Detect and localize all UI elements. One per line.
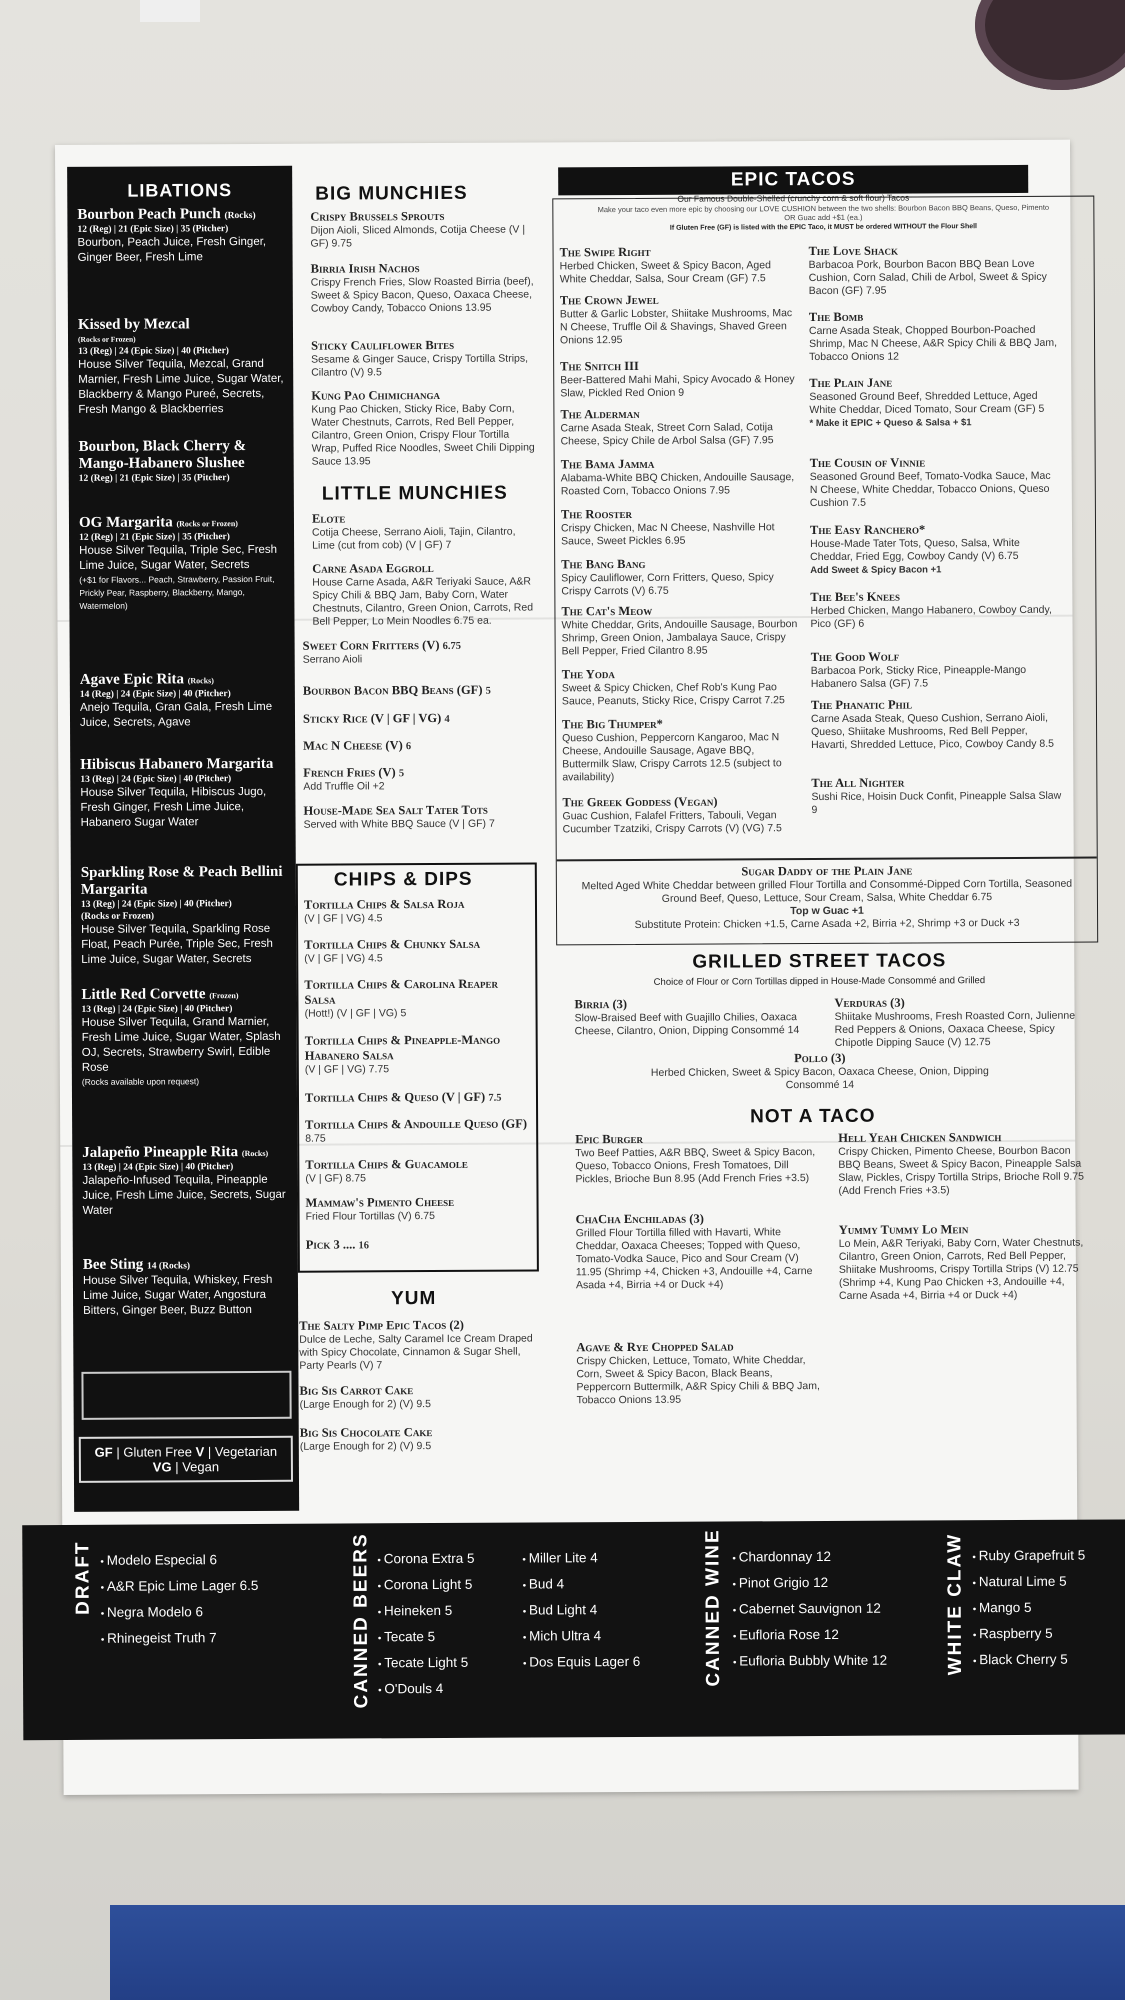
paper-scrap (140, 0, 200, 22)
menu-item (312, 560, 540, 628)
drink-item: • Chardonnay 12 (732, 1545, 886, 1572)
libation-note: (Rocks available upon request) (81, 1076, 200, 1087)
libation-price: 12 (Reg) | 21 (Epic Size) | 35 (Pitcher) (78, 473, 230, 484)
taco-item (560, 292, 800, 347)
item-price: 4 (444, 713, 450, 725)
legend-v-text: Vegetarian (214, 1443, 278, 1460)
taco-desc: Crispy Chicken, Mac N Cheese, Nashville Hot Sauce, Sweet Pickles 6.95 (560, 521, 775, 548)
menu-item (310, 208, 535, 250)
drink-item: • A&R Epic Lime Lager 6.5 (100, 1574, 258, 1601)
taco-item (560, 358, 800, 400)
yum-heading: YUM (390, 1288, 437, 1310)
item-name: Birria (3) (574, 997, 628, 1012)
white-claw-label: WHITE CLAW (944, 1532, 967, 1676)
chips-dips-box (296, 862, 539, 1272)
item-price: 5 (485, 685, 491, 697)
taco-item (811, 775, 1061, 817)
diet-legend: GF | Gluten Free V | Vegetarian VG | Vegan (79, 1436, 293, 1483)
libation-item (77, 206, 287, 266)
taco-name: The All Nighter (811, 775, 905, 791)
menu-item (303, 682, 538, 698)
libation-desc: Bourbon, Peach Juice, Fresh Ginger, Ginger Beer, Fresh Lime (77, 235, 267, 264)
item-name: Sweet Corn Fritters (V) (302, 637, 440, 653)
taco-name: The Swipe Right (559, 244, 651, 260)
taco-name: The Rooster (560, 506, 632, 522)
item-name: Mac N Cheese (V) (303, 738, 403, 753)
libation-price: 13 (Reg) | 24 (Epic Size) | 40 (Pitcher) (80, 774, 232, 785)
menu-item (303, 802, 538, 831)
libation-tag: (Rocks) (241, 1148, 269, 1159)
drink-item: • Mango 5 (973, 1596, 1086, 1623)
taco-item (560, 406, 800, 448)
epic-tacos-subheading: Our Famous Double-Shelled (crunchy corn & soft flour) Tacos (677, 192, 910, 204)
libation-item (83, 1256, 293, 1319)
libation-price: 12 (Reg) | 21 (Epic Size) | 35 (Pitcher) (77, 224, 229, 235)
libations-panel (67, 166, 299, 1512)
taco-item (811, 697, 1061, 752)
taco-name: The Bee's Knees (810, 589, 901, 605)
item-desc: (V | GF) 8.75 (305, 1172, 366, 1185)
menu-item (304, 897, 529, 926)
libation-name: Jalapeño Pineapple Rita (82, 1144, 239, 1161)
libation-item (79, 438, 289, 485)
libation-item (82, 1144, 292, 1219)
taco-item (809, 375, 1059, 430)
drink-item: • Rhinegeist Truth 7 (101, 1626, 259, 1653)
item-name: Tortilla Chips & Pineapple-Mango Habanero Salsa (304, 1032, 501, 1063)
libation-name: Agave Epic Rita (79, 671, 185, 688)
item-desc: 7.5 (488, 1092, 502, 1104)
libation-item (81, 986, 292, 1089)
libation-tag: (Frozen) (209, 991, 239, 1001)
sugar-daddy-block (577, 863, 1077, 933)
epic-tacos-intro: Make your taco even more epic by choosing our LOVE CUSHION between the two shells: Bourbon Bacon BBQ Beans, Queso, Pimento OR Guac add +$1 (ea.) (597, 202, 1050, 223)
item-name: Big Sis Carrot Cake (299, 1383, 414, 1398)
libation-desc: Jalapeño-Infused Tequila, Pineapple Juice, Fresh Lime Juice, Secrets, Sugar Water (82, 1173, 286, 1217)
drink-item: • Ruby Grapefruit 5 (972, 1544, 1085, 1571)
item-name: House-Made Sea Salt Tater Tots (303, 802, 488, 818)
menu-item (312, 510, 540, 552)
item-desc: Serrano Aioli (302, 653, 363, 666)
libation-tag: (Rocks or Frozen) (77, 334, 136, 344)
menu-item (838, 1130, 1093, 1198)
taco-desc: Spicy Cauliflower, Corn Fritters, Queso, Spicy Crispy Carrots (V) 6.75 (561, 571, 774, 598)
taco-name: The Phanatic Phil (810, 697, 913, 713)
item-desc: (V | GF | VG) 4.5 (304, 952, 383, 965)
not-a-taco-heading: NOT A TACO (750, 1105, 876, 1128)
item-desc: 8.75 (305, 1132, 326, 1145)
taco-desc: Seasoned Ground Beef, Shredded Lettuce, Aged White Cheddar, Diced Tomato, Sour Cream (GF) 5 (809, 389, 1045, 417)
libation-desc: House Silver Tequila, Grand Marnier, Fresh Lime Juice, Sugar Water, Splash OJ, Secrets, Strawberry Swirl, Edible Rose (81, 1015, 281, 1074)
taco-desc: Herbed Chicken, Mango Habanero, Cowboy Candy, Pico (GF) 6 (810, 603, 1052, 631)
menu-sheet (55, 140, 1086, 1795)
item-desc: 16 (358, 1240, 370, 1252)
item-name: Yummy Tummy Lo Mein (838, 1222, 969, 1237)
item-desc: (Hott!) (V | GF | VG) 5 (304, 1007, 407, 1020)
taco-name: The Alderman (560, 406, 640, 422)
taco-extra: Add Sweet & Spicy Bacon +1 (810, 564, 942, 577)
menu-item (303, 737, 538, 753)
taco-name: The Cousin of Vinnie (809, 455, 926, 471)
menu-item (311, 387, 536, 468)
menu-item (575, 1131, 820, 1186)
taco-name: The Good Wolf (810, 649, 900, 665)
taco-desc: Carne Asada Steak, Queso Cushion, Serrano Aioli, Queso, Shiitake Mushrooms, Red Bell Pepper, Havarti, Shredded Lettuce, Pico, Cowboy Candy 8.5 (810, 711, 1054, 752)
libation-name: Bee Sting (82, 1256, 144, 1273)
libation-item (80, 671, 290, 731)
libation-name: Little Red Corvette (81, 986, 206, 1003)
taco-desc: Alabama-White BBQ Chicken, Andouille Sausage, Roasted Corn, Tobacco Onions 7.95 (560, 471, 795, 498)
epic-tacos-box (552, 196, 1098, 946)
item-desc: Sesame & Ginger Sauce, Crispy Tortilla Strips, Cilantro (V) 9.5 (311, 352, 529, 379)
item-desc: (V | GF | VG) 4.5 (304, 912, 383, 925)
drink-item: • Tecate Light 5 (378, 1651, 475, 1678)
item-name: Pollo (3) (794, 1050, 846, 1066)
drink-item: • Pinot Grigio 12 (732, 1571, 886, 1598)
menu-item (576, 1339, 821, 1407)
item-desc: Kung Pao Chicken, Sticky Rice, Baby Corn, Water Chestnuts, Carrots, Red Bell Pepper, Cilantro, Green Onion, Crispy Flour Tortilla Wrap, Puffed Rice Noodles, Sweet Chili Dipping Sauce 13.95 (311, 402, 535, 468)
taco-name: The Plain Jane (809, 375, 893, 391)
chips-dips-heading: CHIPS & DIPS (333, 868, 473, 891)
taco-item (561, 456, 801, 498)
taco-name: The Big Thumper* (562, 716, 663, 732)
item-name: Pick 3 .... (305, 1237, 356, 1252)
menu-item (303, 710, 538, 726)
drink-item: • Negra Modelo 6 (101, 1600, 259, 1627)
canned-wine-list (732, 1545, 887, 1676)
drink-item: • Eufloria Rose 12 (733, 1623, 887, 1650)
item-name: ChaCha Enchiladas (3) (575, 1211, 704, 1227)
drink-item: • Mich Ultra 4 (523, 1624, 640, 1651)
drink-item: • Dos Equis Lager 6 (523, 1650, 640, 1677)
libation-item (79, 514, 290, 613)
drink-item: • Natural Lime 5 (972, 1570, 1085, 1597)
menu-item (303, 764, 538, 793)
taco-desc: Barbacoa Pork, Sticky Rice, Pineapple-Mango Habanero Salsa (GF) 7.5 (810, 663, 1027, 691)
taco-name: The Love Shack (808, 243, 898, 259)
drink-item: • Tecate 5 (378, 1625, 475, 1652)
libation-tag: (Rocks) (224, 210, 256, 222)
item-desc: Dulce de Leche, Salty Caramel Ice Cream Draped with Spicy Chocolate, Cinnamon & Sugar Shell, Party Pearls (V) 7 (299, 1332, 533, 1372)
item-name: Tortilla Chips & Chunky Salsa (304, 936, 481, 952)
taco-name: The Snitch III (560, 358, 639, 374)
item-desc: Herbed Chicken, Sweet & Spicy Bacon, Oaxaca Cheese, Onion, Dipping Consommé 14 (650, 1065, 989, 1092)
libation-item (81, 864, 292, 968)
drink-item: • Black Cherry 5 (973, 1648, 1086, 1675)
libation-tag: (Rocks or Frozen) (81, 911, 155, 922)
taco-item (560, 244, 800, 286)
libations-heading: LIBATIONS (127, 180, 233, 201)
drink-item: • Corona Extra 5 (377, 1547, 474, 1574)
menu-item (306, 1237, 531, 1253)
libation-price: 12 (Reg) | 21 (Epic Size) | 35 (Pitcher) (79, 532, 230, 543)
canned-beers-list (377, 1547, 475, 1704)
libation-name: OG Margarita (78, 514, 173, 531)
item-name: Tortilla Chips & Carolina Reaper Salsa (304, 976, 498, 1007)
libation-desc: House Silver Tequila, Mezcal, Grand Marnier, Fresh Lime Juice, Sugar Water, Blackberry & Mango Pureé, Secrets, Fresh Mango & Blackberries (78, 357, 284, 416)
libation-price: 13 (Reg) | 24 (Epic Size) | 40 (Pitcher) (78, 346, 229, 357)
menu-item (311, 337, 536, 379)
menu-item (305, 1157, 530, 1186)
taco-item (562, 666, 802, 708)
white-claw-list (972, 1544, 1086, 1675)
epic-tacos-gf-note: If Gluten Free (GF) is listed with the EPIC Taco, it MUST be ordered WITHOUT the Flour Shell (669, 223, 978, 232)
item-name: Sticky Cauliflower Bites (311, 337, 455, 353)
taco-desc: Herbed Chicken, Sweet & Spicy Bacon, Aged White Cheddar, Salsa, Sour Cream (GF) 7.5 (559, 259, 771, 286)
libation-tag: (Rocks or Frozen) (176, 519, 238, 529)
canned-beers-list-2 (522, 1546, 640, 1677)
canned-beers-label: CANNED BEERS (350, 1532, 373, 1709)
item-name: Tortilla Chips & Andouille Queso (GF) (305, 1116, 528, 1132)
drink-item: • Bud 4 (522, 1572, 639, 1599)
item-desc: (V | GF | VG) 7.75 (304, 1063, 390, 1076)
epic-tacos-heading: EPIC TACOS (730, 168, 856, 191)
item-desc: Crispy Chicken, Lettuce, Tomato, White Cheddar, Corn, Sweet & Spicy Bacon, Black Beans, Peppercorn Buttermilk, A&R Spicy Chili & BBQ Jam, Tobacco Onions 13.95 (576, 1354, 820, 1407)
taco-item (562, 794, 802, 836)
item-name: Hell Yeah Chicken Sandwich (838, 1130, 1002, 1145)
taco-item (561, 506, 801, 548)
item-price: 5 (398, 768, 405, 780)
item-desc: Two Beef Patties, A&R BBQ, Sweet & Spicy Bacon, Queso, Tobacco Onions, Fresh Tomatoes, Dill Pickles, Brioche Bun 8.95 (Add French Fries +3.5) (575, 1146, 816, 1186)
legend-vg: VG (152, 1459, 172, 1475)
libation-name: Bourbon Peach Punch (77, 206, 221, 223)
divider (557, 857, 1097, 861)
grilled-street-tacos-subheading: Choice of Flour or Corn Tortillas dipped in House-Made Consommé and Grilled (653, 975, 986, 988)
libation-name: Sparkling Rose & Peach Bellini Margarita (80, 863, 283, 898)
libation-name: Bourbon, Black Cherry & Mango-Habanero Slushee (78, 438, 247, 472)
item-desc: (Large Enough for 2) (V) 9.5 (299, 1440, 432, 1453)
taco-desc: Seasoned Ground Beef, Tomato-Vodka Sauce, Mac N Cheese, White Cheddar, Tobacco Onions, Queso Cushion 7.5 (809, 469, 1051, 510)
item-name: Tortilla Chips & Queso (V | GF) (304, 1089, 486, 1105)
taco-desc: Barbacoa Pork, Bourbon Bacon BBQ Bean Love Cushion, Corn Salad, Chili de Arbol, Sweet & Spicy Bacon (GF) 7.95 (808, 257, 1047, 298)
item-desc: Melted Aged White Cheddar between grilled Flour Tortilla and Consommé-Dipped Corn Tortilla, Seasoned Ground Beef, Queso, Lettuce, Sour Cream, Salsa, White Cheddar 6.75 (581, 877, 1073, 905)
item-name: French Fries (V) (303, 765, 396, 780)
taco-desc: Queso Cushion, Peppercorn Kangaroo, Mac N Cheese, Andouille Sausage, Agave BBQ, Buttermilk Slaw, Crispy Carrots 12.5 (subject to availability) (562, 731, 782, 784)
taco-name: The Crown Jewel (559, 292, 659, 308)
taco-name: The Bomb (808, 309, 864, 325)
menu-item (576, 1211, 821, 1292)
item-desc: Lo Mein, A&R Teriyaki, Baby Corn, Water Chestnuts, Cilantro, Green Onion, Carrots, Red Bell Pepper, Shiitake Mushrooms, Crispy Tortilla Strips (V) 12.75 (Shrimp +4, Kung Pao Chicken +3, Andouille +4, Carne Asada +4, Birria +4 or Duck +4) (838, 1236, 1084, 1302)
taco-item (809, 243, 1059, 298)
item-desc: Add Truffle Oil +2 (303, 780, 385, 793)
menu-item (299, 1382, 544, 1411)
item-desc: Dijon Aioli, Sliced Almonds, Cotija Cheese (V | GF) 9.75 (310, 223, 526, 250)
taco-desc: Carne Asada Steak, Chopped Bourbon-Poached Shrimp, Mac N Cheese, A&R Spicy Chili & BBQ Jam, Tobacco Onions 12 (808, 323, 1058, 364)
item-price: 6 (405, 741, 412, 753)
taco-name: The Easy Ranchero* (809, 522, 926, 538)
libation-item (80, 756, 290, 831)
taco-item (809, 309, 1059, 364)
libation-name: Hibiscus Habanero Margarita (80, 755, 274, 773)
menu-item (839, 1222, 1094, 1303)
taco-desc: Butter & Garlic Lobster, Shiitake Mushrooms, Mac N Cheese, Truffle Oil & Shavings, Shaved Green Onions 12.95 (559, 307, 793, 347)
taco-desc: Sushi Rice, Hoisin Duck Confit, Pineapple Salsa Slaw 9 (811, 789, 1062, 817)
item-name: Bourbon Bacon BBQ Beans (GF) (302, 682, 483, 698)
taco-extra: * Make it EPIC + Queso & Salsa + $1 (809, 417, 972, 430)
libation-desc: House Silver Tequila, Whiskey, Fresh Lime Juice, Sugar Water, Angostura Bitters, Ginger Beer, Buzz Button (82, 1273, 273, 1317)
taco-item (561, 603, 801, 658)
denim-lap (110, 1905, 1125, 2000)
libation-price: 13 (Reg) | 24 (Epic Size) | 40 (Pitcher) (81, 1004, 233, 1015)
draft-label: DRAFT (72, 1540, 94, 1615)
taco-desc: White Cheddar, Grits, Andouille Sausage, Bourbon Shrimp, Green Onion, Jambalaya Sauce, Crispy Bell Pepper, Fried Cilantro 8.95 (561, 618, 798, 658)
menu-item (306, 1195, 531, 1224)
menu-item (299, 1317, 544, 1372)
taco-item (810, 589, 1060, 631)
canned-wine-label: CANNED WINE (702, 1528, 725, 1687)
item-price: 6.75 (442, 640, 462, 652)
item-name: Crispy Brussels Sprouts (310, 208, 445, 224)
item-name: Agave & Rye Chopped Salad (576, 1339, 734, 1355)
libation-price: 13 (Reg) | 24 (Epic Size) | 40 (Pitcher) (80, 899, 232, 910)
item-desc: (Large Enough for 2) (V) 9.5 (299, 1398, 431, 1411)
menu-item (305, 1117, 530, 1146)
item-desc: Cotija Cheese, Serrano Aioli, Tajin, Cilantro, Lime (cut from cob) (V | GF) 7 (312, 525, 516, 552)
item-addon: Top w Guac +1 (790, 904, 864, 918)
taco-item (562, 716, 802, 784)
libation-price: 14 (Reg) | 24 (Epic Size) | 40 (Pitcher) (79, 689, 231, 700)
item-name: Verduras (3) (834, 995, 905, 1010)
libation-desc: Anejo Tequila, Gran Gala, Fresh Lime Juice, Secrets, Agave (79, 700, 273, 729)
item-desc: Served with White BBQ Sauce (V | GF) 7 (303, 817, 495, 831)
item-desc: Shiitake Mushrooms, Fresh Roasted Corn, Julienne Red Peppers & Onions, Oaxaca Cheese, Spicy Chipotle Dipping Sauce (V) 12.75 (834, 1009, 1076, 1049)
item-desc: Grilled Flour Tortilla filled with Havarti, White Cheddar, Oaxaca Cheeses; Topped with Queso, Tomato-Vodka Sauce, Pico and Sour Cream (V) 11.95 (Shrimp +4, Chicken +3, Andouille +4, Carne Asada +4, Birria +4 or Duck +4) (575, 1226, 813, 1292)
taco-name: The Cat's Meow (561, 603, 653, 619)
libation-tag: 14 (Rocks) (147, 1261, 191, 1272)
legend-vg-text: Vegan (182, 1459, 220, 1475)
item-name: Sticky Rice (V | GF | VG) (302, 710, 442, 726)
libation-tag: (Rocks) (187, 676, 214, 686)
drink-item: • Modelo Especial 6 (100, 1548, 258, 1575)
taco-item (811, 649, 1061, 691)
item-desc: Crispy Chicken, Pimento Cheese, Bourbon Bacon BBQ Beans, Sweet & Spicy Bacon, Pineapple Salsa Slaw, Pickles, Crispy Tortilla Strips, Brioche Roll 9.75 (Add French Fries +3.5) (838, 1144, 1084, 1197)
libation-desc: House Silver Tequila, Triple Sec, Fresh Lime Juice, Sugar Water, Secrets (79, 543, 278, 572)
item-desc: Crispy French Fries, Slow Roasted Birria (beef), Sweet & Spicy Bacon, Queso, Oaxaca Cheese, Cowboy Candy, Tobacco Onions 13.95 (310, 275, 534, 315)
item-desc: Slow-Braised Beef with Guajillo Chilies, Oaxaca Cheese, Cilantro, Onion, Dipping Consommé 14 (574, 1011, 800, 1038)
item-name: Epic Burger (575, 1131, 644, 1147)
taco-desc: Carne Asada Steak, Street Corn Salad, Cotija Cheese, Spicy Chile de Arbol Salsa (GF) 7.95 (560, 421, 774, 448)
libation-desc: House Silver Tequila, Sparkling Rose Float, Peach Purée, Triple Sec, Fresh Lime Juice, Sugar Water, Secrets (81, 922, 273, 966)
drink-item: • Eufloria Bubbly White 12 (733, 1649, 887, 1676)
libation-name: Kissed by Mezcal (77, 316, 190, 333)
taco-name: The Greek Goddess (Vegan) (562, 794, 718, 810)
drinks-bar (22, 1519, 1125, 1740)
item-name: Elote (311, 511, 346, 526)
drink-item: • O'Douls 4 (378, 1677, 475, 1704)
taco-name: The Bama Jamma (560, 456, 655, 472)
item-substitute: Substitute Protein: Chicken +1.5, Carne Asada +2, Birria +2, Shrimp +3 or Duck +3 (634, 916, 1020, 931)
menu-item (834, 995, 1094, 1050)
item-name: Tortilla Chips & Salsa Roja (303, 896, 465, 912)
taco-name: The Yoda (561, 667, 615, 682)
item-name: Birria Irish Nachos (310, 261, 420, 276)
menu-item (300, 1424, 545, 1453)
item-name: Tortilla Chips & Guacamole (305, 1156, 468, 1172)
libation-item (78, 316, 289, 418)
menu-item (304, 937, 529, 966)
draft-list (100, 1548, 258, 1653)
allergy-notice-box (81, 1371, 291, 1420)
menu-item (304, 977, 529, 1021)
taco-desc: House-Made Tater Tots, Queso, Salsa, White Cheddar, Fried Egg, Cowboy Candy (V) 6.75 (810, 536, 1020, 564)
drink-item: • Bud Light 4 (523, 1598, 640, 1625)
item-name: Mammaw's Pimento Cheese (305, 1194, 455, 1210)
drink-item: • Heineken 5 (378, 1599, 475, 1626)
taco-item (810, 522, 1060, 577)
little-munchies-heading: LITTLE MUNCHIES (321, 482, 508, 505)
menu-item (305, 1090, 530, 1106)
taco-desc: Guac Cushion, Falafel Fritters, Tabouli, Vegan Cucumber Tzatziki, Crispy Carrots (V) (VG) 7.5 (562, 809, 782, 836)
item-desc: Fried Flour Tortillas (V) 6.75 (305, 1210, 436, 1223)
libation-note: (+$1 for Flavors... Peach, Strawberry, Passion Fruit, Prickly Pear, Raspberry, Blackberry, Mango, Watermelon) (79, 573, 275, 611)
menu-item (650, 1050, 990, 1093)
taco-item (561, 556, 801, 598)
legend-v: V (195, 1444, 205, 1460)
menu-item (311, 260, 536, 315)
big-munchies-heading: BIG MUNCHIES (315, 182, 468, 205)
grilled-street-tacos-heading: GRILLED STREET TACOS (692, 950, 947, 973)
libation-price: 13 (Reg) | 24 (Epic Size) | 40 (Pitcher) (82, 1162, 234, 1173)
taco-desc: Sweet & Spicy Chicken, Chef Rob's Kung Pao Sauce, Peanuts, Sticky Rice, Crispy Carrot 7.25 (561, 681, 785, 708)
item-desc: House Carne Asada, A&R Teriyaki Sauce, A&R Spicy Chili & BBQ Jam, Baby Corn, Water Chestnuts, Cilantro, Green Onion, Carrots, Red Bell Pepper, Lo Mein Noodles 6.75 ea. (312, 575, 534, 628)
taco-item (810, 455, 1060, 510)
drink-item: • Cabernet Sauvignon 12 (733, 1597, 887, 1624)
item-name: Carne Asada Eggroll (312, 561, 434, 576)
menu-item (305, 1033, 530, 1077)
drink-item: • Corona Light 5 (377, 1573, 474, 1600)
item-name: The Salty Pimp Epic Tacos (2) (299, 1317, 464, 1333)
legend-gf: GF (94, 1444, 113, 1460)
item-name: Big Sis Chocolate Cake (299, 1425, 433, 1440)
legend-gf-text: Gluten Free (123, 1444, 193, 1460)
menu-item (303, 637, 538, 666)
menu-item (574, 996, 814, 1038)
libation-desc: House Silver Tequila, Hibiscus Jugo, Fresh Ginger, Fresh Lime Juice, Habanero Sugar Water (80, 785, 267, 829)
taco-desc: Beer-Battered Mahi Mahi, Spicy Avocado & Honey Slaw, Pickled Red Onion 9 (560, 373, 795, 400)
taco-name: The Bang Bang (561, 556, 646, 572)
drink-item: • Miller Lite 4 (522, 1546, 639, 1573)
item-name: Kung Pao Chimichanga (311, 387, 440, 403)
item-name: Sugar Daddy of the Plain Jane (741, 863, 913, 879)
drink-item: • Raspberry 5 (973, 1622, 1086, 1649)
epic-tacos-banner (558, 165, 1028, 195)
